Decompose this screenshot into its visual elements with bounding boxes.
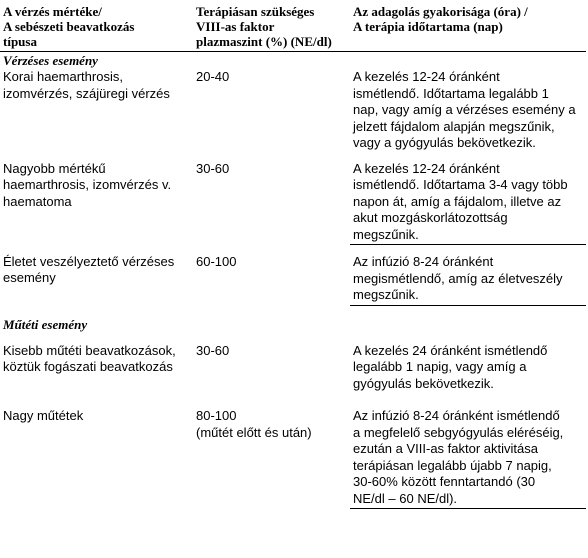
cell-level <box>193 69 350 152</box>
header-line: A sebészeti beavatkozás <box>3 19 135 34</box>
cell-line: izomvérzés, szájüregi vérzés <box>3 85 170 101</box>
cell-frequency <box>350 69 586 152</box>
cell-line: A kezelés 24 óránként ismétlendő <box>353 342 548 358</box>
cell-line: megszűnik. <box>353 226 419 242</box>
header-line: Az adagolás gyakorisága (óra) / <box>353 4 528 19</box>
cell-line: (műtét előtt és után) <box>196 424 312 440</box>
cell-line: haemarthrosis, izomvérzés v. <box>3 177 172 192</box>
cell-line: 30-60 <box>196 342 230 358</box>
cell-type <box>0 343 193 393</box>
cell-type <box>0 69 193 152</box>
cell-line: A kezelés 12-24 óránként <box>353 69 500 84</box>
cell-line: 20-40 <box>196 69 230 84</box>
cell-line: Korai haemarthrosis, <box>3 69 123 84</box>
cell-frequency <box>350 392 586 509</box>
cell-type <box>0 245 193 306</box>
cell-frequency <box>350 245 586 306</box>
cell-line: terápiásan legalább újabb 7 napig, <box>353 457 552 473</box>
cell-line: NE/dl – 60 NE/dl). <box>353 490 458 506</box>
section-row <box>0 52 586 70</box>
cell-line: Az infúzió 8-24 óránként ismétlendő <box>353 408 560 423</box>
table-row <box>0 69 586 152</box>
cell-line: Életet veszélyeztető vérzéses <box>3 253 175 269</box>
cell-line: megismétlendő, amíg az életveszély <box>353 270 563 286</box>
section-title: Műtéti esemény <box>3 316 88 332</box>
cell-line: vagy a gyógyulás bekövetkezik. <box>353 135 536 150</box>
table-header <box>0 0 586 52</box>
table-body <box>0 52 586 509</box>
header-line: A vérzés mértéke/ <box>3 4 102 19</box>
cell-line: ezután a VIII-as faktor aktivitása <box>353 441 538 456</box>
header-bleeding-type <box>0 0 193 52</box>
cell-line: legalább 1 napig, vagy amíg a <box>353 359 527 374</box>
cell-line: megszűnik. <box>353 287 419 302</box>
table-row <box>0 152 586 245</box>
table-row <box>0 245 586 306</box>
cell-line: A kezelés 12-24 óránként <box>353 160 500 176</box>
cell-line: nap, vagy amíg a vérzéses esemény a <box>353 102 576 117</box>
cell-line: haematoma <box>3 193 72 209</box>
cell-line: Kisebb műtéti beavatkozások, <box>3 342 176 358</box>
header-factor-level <box>193 0 350 52</box>
cell-line: akut mozgáskorlátozottság <box>353 210 508 225</box>
cell-type <box>0 392 193 509</box>
cell-level <box>193 245 350 306</box>
table-row <box>0 392 586 509</box>
cell-line: Nagyobb mértékű <box>3 160 106 176</box>
section-title: Vérzéses esemény <box>3 53 98 68</box>
cell-level <box>193 343 350 393</box>
cell-line: Az infúzió 8-24 óránként <box>353 254 494 269</box>
header-line: A terápia időtartama (nap) <box>353 19 503 34</box>
section-row <box>0 305 586 343</box>
header-line: plazmaszint (%) (NE/dl) <box>196 34 332 49</box>
cell-line: a megfelelő sebgyógyulás eléréséig, <box>353 424 564 440</box>
cell-type <box>0 152 193 245</box>
cell-line: esemény <box>3 270 56 285</box>
cell-level <box>193 152 350 245</box>
cell-line: 80-100 <box>196 408 237 423</box>
cell-line: ismétlendő. Időtartama legalább 1 <box>353 85 549 101</box>
cell-line: jelzett fájdalom alapján megszűnik, <box>353 118 555 134</box>
cell-level <box>193 392 350 509</box>
cell-line: ismétlendő. Időtartama 3-4 vagy több <box>353 177 568 192</box>
header-frequency <box>350 0 586 52</box>
header-line: VIII-as faktor <box>196 19 275 34</box>
cell-line: napon át, amíg a fájdalom, illetve az <box>353 193 562 209</box>
cell-line: 30-60 <box>196 160 230 176</box>
cell-frequency <box>350 343 586 393</box>
cell-frequency <box>350 152 586 245</box>
cell-line: 60-100 <box>196 253 237 269</box>
header-line: Terápiásan szükséges <box>196 4 315 19</box>
cell-line: Nagy műtétek <box>3 408 84 423</box>
cell-line: 30-60% között fenntartandó (30 <box>353 474 536 489</box>
cell-line: gyógyulás bekövetkezik. <box>353 375 494 391</box>
header-line: típusa <box>3 34 37 49</box>
table-row <box>0 343 586 393</box>
cell-line: köztük fogászati beavatkozás <box>3 359 173 374</box>
